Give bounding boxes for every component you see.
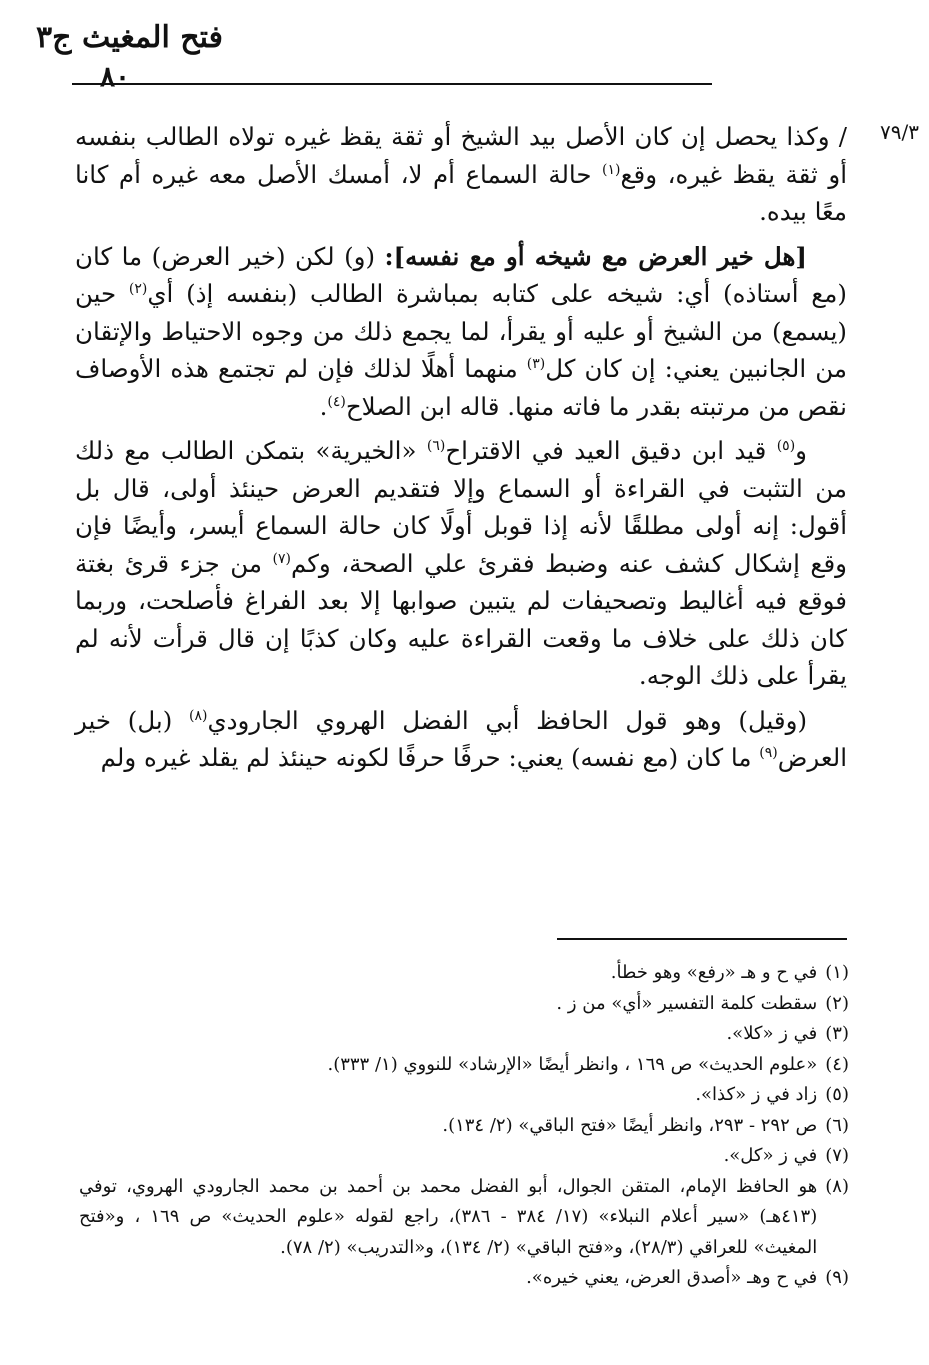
paragraph-text: منهما أهلًا لذلك فإن لم تجتمع هذه الأوصاف نقص من مرتبته بقدر ما فاته منها. قاله ابن الصلاح	[75, 354, 847, 421]
paragraph-text: قيد ابن دقيق العيد في الاقتراح	[445, 436, 777, 465]
paragraph-text: من جزء قرئ بغتة فوقع فيه أغاليط وتصحيفات لم يتبين صوابها إلا بعد الفراغ فأصلحت، وربما كان ذلك على خلاف ما وقعت القراءة عليه وكان كذبًا إن قال قرأت لأنه لم يقرأ على ذلك الوجه.	[75, 548, 847, 690]
paragraph-text: / وكذا يحصل إن كان الأصل بيد الشيخ أو ثقة يقظ غيره تولاه الطالب بنفسه أو ثقة يقظ غيره، وقع	[75, 122, 847, 189]
footnote	[79, 958, 849, 989]
footnote	[79, 1080, 849, 1111]
footnote-text: في ح وهـ «أصدق العرض، يعني خيره».	[526, 1267, 818, 1288]
footnote-text: في ز «كل».	[723, 1145, 818, 1166]
section-heading: [هل خير العرض مع شيخه أو مع نفسه]:	[384, 241, 808, 271]
footnote-marker: (٧)	[272, 550, 291, 567]
footnote-separator	[557, 938, 847, 940]
paragraph-text: (بل) خير العرض	[75, 705, 847, 772]
paragraph-2	[75, 238, 847, 426]
footnote-text: سقطت كلمة التفسير «أي» من ز .	[556, 992, 818, 1014]
paragraph-text: حالة السماع أم لا، أمسك الأصل معه غيره أم كانا معًا بيده.	[75, 159, 847, 226]
footnote-text: ص ٢٩٢ - ٢٩٣، وانظر أيضًا «فتح الباقي» (٢/ ١٣٤).	[442, 1114, 818, 1136]
paragraph-4	[75, 702, 847, 777]
footnote	[79, 1019, 849, 1050]
footnote-marker: (٩)	[759, 744, 778, 761]
paragraph-text: و	[795, 436, 808, 465]
paragraph-text: .	[319, 391, 328, 421]
footnote	[79, 1263, 849, 1294]
footnote-marker: (٨)	[188, 707, 208, 724]
footnotes	[79, 958, 849, 1294]
footnote	[79, 989, 849, 1020]
footnote-number: (٦)	[825, 1114, 849, 1136]
footnote-text: هو الحافظ الإمام، المتقن الجوال، أبو الفضل محمد بن أحمد بن محمد الجارودي الهروي، توفي (٤١٣هـ) «سير أعلام النبلاء» (١٧/ ٣٨٤ - ٣٨٦)، راجع لقوله «علوم الحديث» ص ١٦٩ ، و«فتح المغيث» للعراقي (٢٨/٣)، و«فتح الباقي» (٢/ ١٣٤)، و«التدريب» (٢/ ٧٨).	[79, 1175, 818, 1258]
paragraph-text: (و) لكن (خير العرض) ما كان (مع أستاذه) أي: شيخه على كتابه بمباشرة الطالب (بنفسه إذ) أي	[75, 241, 847, 308]
footnote-number: (٢)	[825, 992, 849, 1014]
margin-reference: ٧٩/٣	[880, 120, 919, 144]
footnote-marker: (١)	[602, 161, 621, 178]
footnote-number: (٥)	[825, 1084, 849, 1105]
page-number: ٨٠	[100, 60, 131, 93]
header-rule	[72, 83, 712, 85]
footnote	[79, 1141, 849, 1172]
footnote-text: «علوم الحديث» ص ١٦٩ ، وانظر أيضًا «الإرشاد» للنووي (١/ ٣٣٣).	[327, 1053, 818, 1075]
footnote-text: زاد في ز «كذا».	[695, 1084, 818, 1105]
paragraph-1	[75, 118, 847, 231]
paragraph-text: (وقيل) وهو قول الحافظ أبي الفضل الهروي الجارودي	[207, 705, 808, 735]
footnote	[79, 1050, 849, 1081]
paragraph-text: ما كان (مع نفسه) يعني: حرفًا حرفًا لكونه حينئذ لم يقلد غيره ولم	[100, 743, 760, 772]
footnote-number: (٧)	[825, 1145, 849, 1166]
footnote	[79, 1111, 849, 1142]
footnote-number: (٨)	[825, 1175, 849, 1197]
footnote-number: (٤)	[825, 1053, 849, 1075]
footnote-marker: (٣)	[526, 355, 546, 372]
footnote-number: (٣)	[825, 1023, 849, 1044]
footnote-number: (١)	[825, 962, 849, 983]
footnote-text: في ز «كلا».	[726, 1023, 818, 1044]
paragraph-text: «الخيرية» بتمكن الطالب مع ذلك من التثبت في القراءة أو السماع وإلا فتقديم العرض حينئذ أولى، قال بل أقول: إنه أولى مطلقًا لأنه إذا قوبل أولًا كان حالة السماع أيسر، وأيضًا فإن وقع إشكال كشف عنه وضبط فقرئ علي الصحة، وكم	[75, 436, 847, 578]
footnote-marker: (٦)	[426, 437, 446, 454]
footnote-marker: (٢)	[128, 280, 148, 297]
footnote	[79, 1172, 849, 1264]
footnote-text: في ح و هـ «رفع» وهو خطأ.	[610, 962, 818, 983]
running-title: فتح المغيث ج٣	[36, 20, 223, 55]
footnote-number: (٩)	[825, 1267, 849, 1288]
paragraph-text: حين (يسمع) من الشيخ أو عليه أو يقرأ، لما يجمع ذلك من وجوه الاحتياط والإتقان من الجانبين يعني: إن كان كل	[75, 279, 847, 383]
main-text	[75, 118, 847, 784]
footnote-marker: (٥)	[776, 437, 796, 454]
paragraph-3	[75, 432, 847, 695]
footnote-marker: (٤)	[327, 393, 346, 410]
